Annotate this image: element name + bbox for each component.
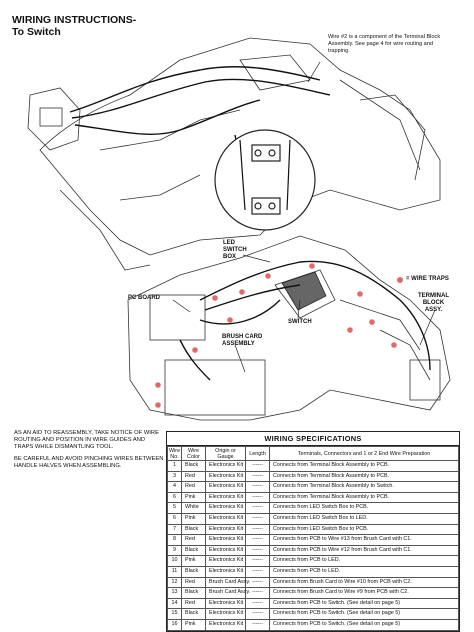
cell-wire-color: Red xyxy=(182,471,206,482)
table-row xyxy=(168,556,459,567)
cell-origin: Electronics Kit xyxy=(206,471,246,482)
cell-wire-color: Pink xyxy=(182,619,206,630)
cell-wire-color: Pink xyxy=(182,556,206,567)
cell-wire-no: 9 xyxy=(168,545,182,556)
spec-title: WIRING SPECIFICATIONS xyxy=(167,432,459,446)
cell-wire-color: Black xyxy=(182,545,206,556)
cell-length: ------ xyxy=(246,545,270,556)
table-row xyxy=(168,619,459,630)
cell-length: ------ xyxy=(246,609,270,620)
reassembly-note-2: BE CAREFUL AND AVOID PINCHING WIRES BETWEEN HANDLE HALVES WHEN ASSEMBLING. xyxy=(14,456,164,469)
cell-wire-color: Pink xyxy=(182,513,206,524)
cell-origin: Electronics Kit xyxy=(206,503,246,514)
table-row xyxy=(168,566,459,577)
cell-wire-no: 15 xyxy=(168,609,182,620)
switch-label: SWITCH xyxy=(288,319,312,325)
table-row xyxy=(168,545,459,556)
page-title: WIRING INSTRUCTIONS- To Switch xyxy=(12,14,137,38)
cell-wire-no: 3 xyxy=(168,471,182,482)
cell-terminals: Connects from PCB to Wire #13 from Brush Card with C1. xyxy=(270,535,459,546)
table-row xyxy=(168,524,459,535)
cell-length: ------ xyxy=(246,471,270,482)
cell-terminals: Connects from Brush Card to Wire #9 from PCB with C2. xyxy=(270,588,459,599)
cell-wire-color: Red xyxy=(182,598,206,609)
table-row xyxy=(168,503,459,514)
cell-wire-color: Red xyxy=(182,577,206,588)
header-length: Length xyxy=(246,447,270,461)
table-row xyxy=(168,609,459,620)
reassembly-notes xyxy=(14,430,164,475)
cell-origin: Electronics Kit xyxy=(206,461,246,472)
cell-wire-no: 1 xyxy=(168,461,182,472)
cell-origin: Electronics Kit xyxy=(206,535,246,546)
cell-terminals: Connects from PCB to LED. xyxy=(270,556,459,567)
header-wire-no: Wire No. xyxy=(169,447,181,460)
table-row xyxy=(168,492,459,503)
cell-terminals: Connects from Terminal Block Assembly to PCB. xyxy=(270,492,459,503)
cell-length: ------ xyxy=(246,524,270,535)
cell-origin: Electronics Kit xyxy=(206,513,246,524)
cell-length: ------ xyxy=(246,588,270,599)
cell-wire-no: 6 xyxy=(168,513,182,524)
pc-board-label: PC BOARD xyxy=(128,295,161,301)
cell-terminals: Connects from LED Switch Box to PCB. xyxy=(270,503,459,514)
table-row xyxy=(168,588,459,599)
cell-length: ------ xyxy=(246,513,270,524)
cell-terminals: Connects from Terminal Block Assembly to PCB. xyxy=(270,471,459,482)
cell-length: ------ xyxy=(246,492,270,503)
led-switch-box-label: LED SWITCH BOX xyxy=(223,240,247,260)
cell-wire-no: 16 xyxy=(168,619,182,630)
cell-wire-no: 7 xyxy=(168,524,182,535)
wiring-spec-table xyxy=(166,431,460,632)
cell-wire-color: Black xyxy=(182,566,206,577)
cell-origin: Brush Card Assy. xyxy=(206,577,246,588)
cell-origin: Electronics Kit xyxy=(206,492,246,503)
table-row xyxy=(168,598,459,609)
cell-origin: Electronics Kit xyxy=(206,598,246,609)
cell-terminals: Connects from Brush Card to Wire #10 from PCB with C2. xyxy=(270,577,459,588)
terminal-block-label: TERMINAL BLOCK ASSY. xyxy=(418,293,449,313)
wire-traps-legend-label: = WIRE TRAPS xyxy=(406,276,449,282)
header-wire-color: Wire Color xyxy=(182,447,206,461)
cell-wire-color: Black xyxy=(182,609,206,620)
cell-wire-no: 12 xyxy=(168,577,182,588)
reassembly-note-1: AS AN AID TO REASSEMBLY, TAKE NOTICE OF WIRE ROUTING AND POSITION IN WIRE GUIDES AND TRAPS WHILE DISMANTLING TOOL. xyxy=(14,430,159,450)
cell-wire-color: Red xyxy=(182,535,206,546)
cell-terminals: Connects from PCB to Switch. (See detail on page 5) xyxy=(270,619,459,630)
cell-wire-no: 13 xyxy=(168,588,182,599)
cell-terminals: Connects from PCB to LED. xyxy=(270,566,459,577)
cell-origin: Electronics Kit xyxy=(206,482,246,493)
table-row xyxy=(168,482,459,493)
table-row xyxy=(168,471,459,482)
cell-length: ------ xyxy=(246,535,270,546)
cell-length: ------ xyxy=(246,619,270,630)
cell-length: ------ xyxy=(246,556,270,567)
cell-wire-color: White xyxy=(182,503,206,514)
cell-wire-no: 14 xyxy=(168,598,182,609)
table-row xyxy=(168,535,459,546)
cell-origin: Electronics Kit xyxy=(206,566,246,577)
cell-origin: Electronics Kit xyxy=(206,609,246,620)
cell-origin: Electronics Kit xyxy=(206,556,246,567)
cell-terminals: Connects from Terminal Block Assembly to Switch. xyxy=(270,482,459,493)
cell-wire-no: 11 xyxy=(168,566,182,577)
spec-grid xyxy=(167,446,459,631)
cell-terminals: Connects from PCB to Switch. (See detail on page 5) xyxy=(270,598,459,609)
cell-wire-no: 5 xyxy=(168,503,182,514)
cell-terminals: Connects from Terminal Block Assembly to PCB. xyxy=(270,461,459,472)
cell-wire-no: 4 xyxy=(168,482,182,493)
spec-header-row xyxy=(168,447,459,461)
switch-body xyxy=(282,272,326,310)
cell-origin: Electronics Kit xyxy=(206,545,246,556)
table-row xyxy=(168,461,459,472)
cell-terminals: Connects from PCB to Switch. (See detail on page 5) xyxy=(270,609,459,620)
handle-connector-drawing xyxy=(28,88,80,150)
cell-wire-no: 6 xyxy=(168,492,182,503)
wire2-note: Wire #2 is a component of the Terminal Block Assembly. See page 4 for wire routing and trapping. xyxy=(328,34,441,54)
terminal-block-detail xyxy=(215,130,315,230)
cell-wire-color: Pink xyxy=(182,492,206,503)
cell-length: ------ xyxy=(246,461,270,472)
cell-wire-color: Red xyxy=(182,482,206,493)
cell-terminals: Connects from LED Switch Box to PCB. xyxy=(270,524,459,535)
cell-origin: Electronics Kit xyxy=(206,619,246,630)
cell-wire-no: 10 xyxy=(168,556,182,567)
lower-housing-drawing xyxy=(128,236,450,420)
brush-card-label: BRUSH CARD ASSEMBLY xyxy=(222,334,263,347)
callout-leaders xyxy=(173,62,435,372)
cell-wire-color: Black xyxy=(182,461,206,472)
spec-body xyxy=(168,461,459,631)
header-origin: Origin or Gauge xyxy=(206,447,246,461)
cell-length: ------ xyxy=(246,598,270,609)
cell-wire-color: Black xyxy=(182,588,206,599)
table-row xyxy=(168,513,459,524)
cell-terminals: Connects from PCB to Wire #12 from Brush Card with C1. xyxy=(270,545,459,556)
wire-trap-legend-marker xyxy=(397,277,403,283)
cell-wire-color: Black xyxy=(182,524,206,535)
cell-length: ------ xyxy=(246,503,270,514)
header-terminals: Terminals, Connectors and 1 or 2 End Wire Preparation xyxy=(270,447,459,461)
cell-terminals: Connects from LED Switch Box to LED. xyxy=(270,513,459,524)
cell-length: ------ xyxy=(246,566,270,577)
table-row xyxy=(168,577,459,588)
cell-origin: Electronics Kit xyxy=(206,524,246,535)
cell-length: ------ xyxy=(246,482,270,493)
cell-length: ------ xyxy=(246,577,270,588)
cell-wire-no: 8 xyxy=(168,535,182,546)
cell-origin: Brush Card Assy. xyxy=(206,588,246,599)
